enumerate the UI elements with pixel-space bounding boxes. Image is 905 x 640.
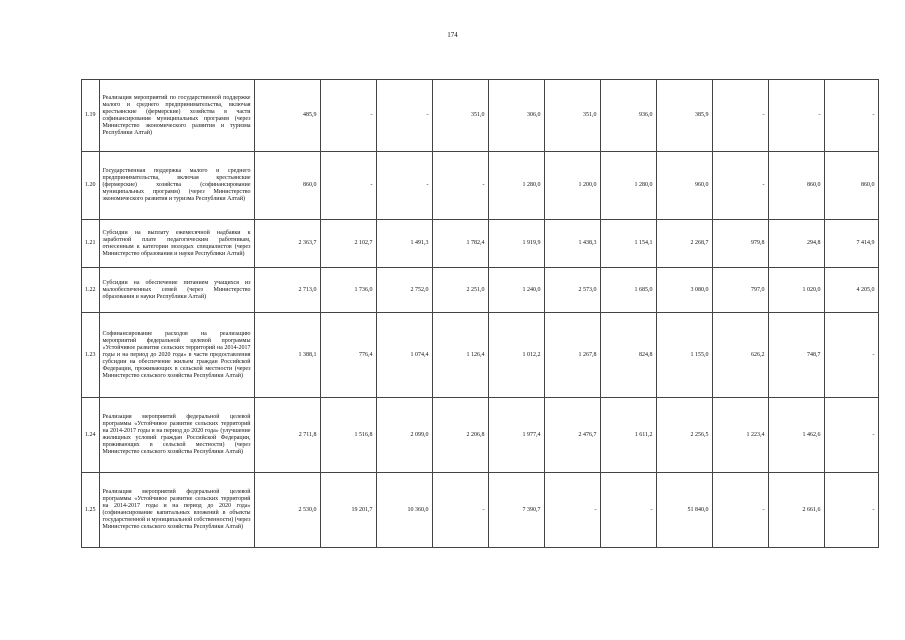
table-body	[82, 80, 879, 548]
value-cell: 1 223,4	[712, 398, 768, 473]
row-description: Реализация мероприятий по государственной поддержке малого и среднего предпринимательства, включая крестьянские (фермерские) хозяйства в части софинансирования муниципальных программ (через Министерство экономического развития и туризма Республики Алтай)	[99, 80, 254, 152]
row-number: 1.25	[82, 473, 100, 548]
value-cell: 748,7	[768, 313, 824, 398]
value-cell: 294,8	[768, 220, 824, 268]
value-cell: 7 414,9	[824, 220, 878, 268]
value-cell: 1 462,6	[768, 398, 824, 473]
value-cell: 1 280,0	[600, 152, 656, 220]
value-cell: 1 685,0	[600, 268, 656, 313]
value-cell: 1 782,4	[432, 220, 488, 268]
value-cell: 979,8	[712, 220, 768, 268]
value-cell: -	[544, 473, 600, 548]
value-cell: 2 661,6	[768, 473, 824, 548]
value-cell: 960,0	[656, 152, 712, 220]
value-cell: 1 012,2	[488, 313, 544, 398]
page-number: 174	[447, 31, 458, 39]
row-description: Субсидии на обеспечение питанием учащихся из малообеспеченных семей (через Министерство образования и науки Республики Алтай)	[99, 268, 254, 313]
value-cell: 2 752,0	[376, 268, 432, 313]
value-cell: -	[824, 398, 878, 473]
table-row	[82, 268, 879, 313]
value-cell: -	[824, 80, 878, 152]
value-cell: 860,0	[768, 152, 824, 220]
value-cell: 824,8	[600, 313, 656, 398]
value-cell: 2 256,5	[656, 398, 712, 473]
value-cell: 1 154,1	[600, 220, 656, 268]
value-cell: 2 251,0	[432, 268, 488, 313]
value-cell: 51 840,0	[656, 473, 712, 548]
value-cell: 385,9	[656, 80, 712, 152]
value-cell: 4 205,0	[824, 268, 878, 313]
value-cell: 7 390,7	[488, 473, 544, 548]
value-cell: 19 201,7	[320, 473, 376, 548]
value-cell: 2 573,0	[544, 268, 600, 313]
value-cell: -	[376, 152, 432, 220]
value-cell: -	[824, 313, 878, 398]
row-description: Реализация мероприятий федеральной целевой программы «Устойчивое развитие сельских территорий на 2014-2017 годы и на период до 2020 года» (улучшение жилищных условий граждан Российской Федерации, проживающих в сельской местности) (через Министерство сельского хозяйства Республики Алтай)	[99, 398, 254, 473]
table-row	[82, 80, 879, 152]
value-cell: -	[712, 80, 768, 152]
value-cell: 1 267,8	[544, 313, 600, 398]
value-cell: 1 611,2	[600, 398, 656, 473]
value-cell: 776,4	[320, 313, 376, 398]
value-cell: 1 919,9	[488, 220, 544, 268]
table-row	[82, 152, 879, 220]
value-cell: 485,9	[254, 80, 320, 152]
table-row	[82, 220, 879, 268]
value-cell: 860,0	[254, 152, 320, 220]
row-number: 1.20	[82, 152, 100, 220]
value-cell: 797,0	[712, 268, 768, 313]
row-description: Софинансирование расходов на реализацию мероприятий федеральной целевой программы «Устойчивое развитие сельских территорий на 2014-2017 годы и на период до 2020 года» в части предоставления субсидии на обеспечение жильем граждан Российской Федерации, проживающих в сельской местности (через Министерство сельского хозяйства Республики Алтай)	[99, 313, 254, 398]
value-cell: 2 206,8	[432, 398, 488, 473]
value-cell: 2 476,7	[544, 398, 600, 473]
value-cell: 1 388,1	[254, 313, 320, 398]
row-number: 1.23	[82, 313, 100, 398]
value-cell: 2 102,7	[320, 220, 376, 268]
value-cell: -	[824, 473, 878, 548]
row-number: 1.24	[82, 398, 100, 473]
row-description: Субсидии на выплату ежемесячной надбавки к заработной плате педагогическим работникам, отнесенным к категории молодых специалистов (через Министерство образования и науки Республики Алтай)	[99, 220, 254, 268]
value-cell: 306,0	[488, 80, 544, 152]
table-row	[82, 473, 879, 548]
value-cell: 2 099,0	[376, 398, 432, 473]
value-cell: 1 020,0	[768, 268, 824, 313]
value-cell: 1 736,0	[320, 268, 376, 313]
row-number: 1.21	[82, 220, 100, 268]
value-cell: 10 360,0	[376, 473, 432, 548]
value-cell: 2 530,0	[254, 473, 320, 548]
value-cell: 2 268,7	[656, 220, 712, 268]
value-cell: 1 074,4	[376, 313, 432, 398]
value-cell: 2 713,0	[254, 268, 320, 313]
value-cell: 1 516,8	[320, 398, 376, 473]
value-cell: -	[320, 152, 376, 220]
value-cell: 936,0	[600, 80, 656, 152]
row-description: Реализация мероприятий федеральной целевой программы «Устойчивое развитие сельских территорий на 2014-2017 годы и на период до 2020 года» (софинансирование капитальных вложений в объекты государственной и муниципальной собственности) (через Министерство сельского хозяйства Республики Алтай)	[99, 473, 254, 548]
value-cell: -	[712, 473, 768, 548]
value-cell: 2 711,8	[254, 398, 320, 473]
value-cell: -	[376, 80, 432, 152]
value-cell: 1 200,0	[544, 152, 600, 220]
value-cell: 2 363,7	[254, 220, 320, 268]
value-cell: 1 240,0	[488, 268, 544, 313]
value-cell: 1 977,4	[488, 398, 544, 473]
row-number: 1.19	[82, 80, 100, 152]
value-cell: 1 491,3	[376, 220, 432, 268]
value-cell: 1 280,0	[488, 152, 544, 220]
value-cell: -	[768, 80, 824, 152]
value-cell: 351,0	[432, 80, 488, 152]
value-cell: -	[712, 152, 768, 220]
row-number: 1.22	[82, 268, 100, 313]
value-cell: -	[432, 473, 488, 548]
value-cell: -	[432, 152, 488, 220]
value-cell: 351,0	[544, 80, 600, 152]
table-row	[82, 398, 879, 473]
value-cell: -	[320, 80, 376, 152]
row-description: Государственная поддержка малого и среднего предпринимательства, включая крестьянские (фермерские) хозяйства (софинансирование муниципальных программ) (через Министерство экономического развития и туризма Республики Алтай)	[99, 152, 254, 220]
value-cell: 1 126,4	[432, 313, 488, 398]
value-cell: 1 155,0	[656, 313, 712, 398]
budget-table	[81, 79, 879, 548]
value-cell: 1 438,3	[544, 220, 600, 268]
table-row	[82, 313, 879, 398]
value-cell: -	[600, 473, 656, 548]
value-cell: 626,2	[712, 313, 768, 398]
value-cell: 860,0	[824, 152, 878, 220]
value-cell: 3 080,0	[656, 268, 712, 313]
